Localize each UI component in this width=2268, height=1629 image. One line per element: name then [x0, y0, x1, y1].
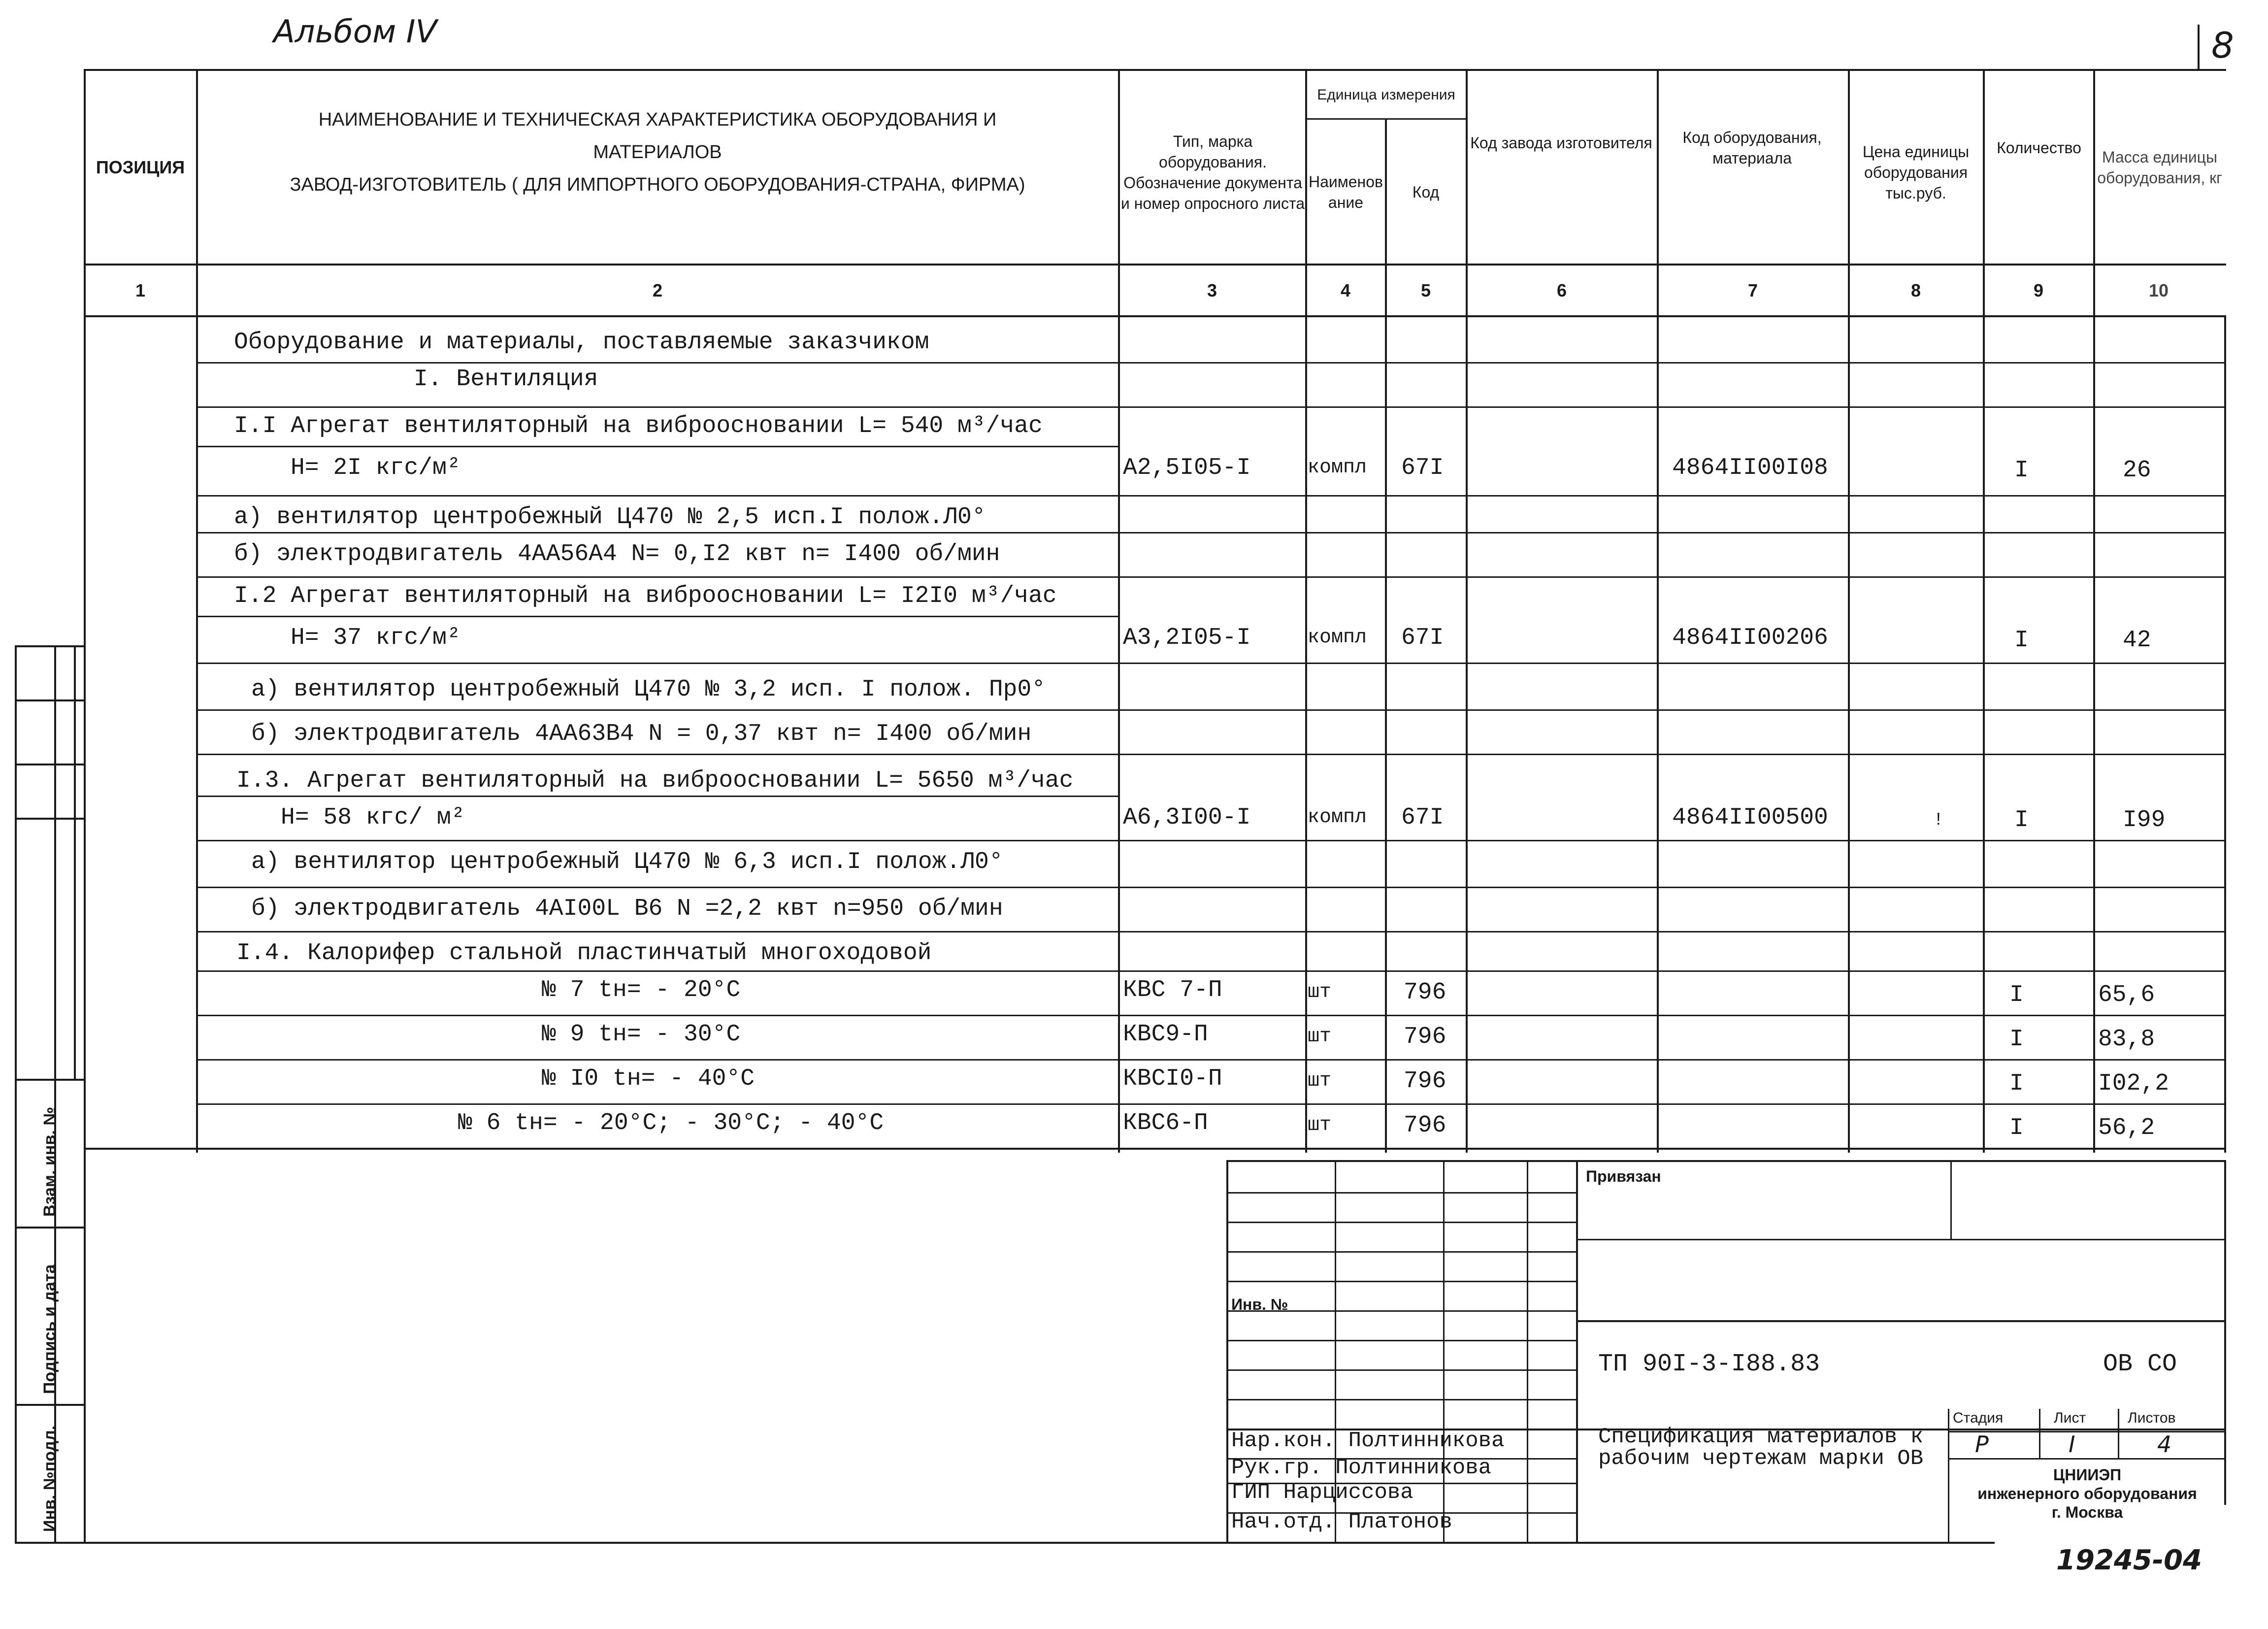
header-unit: Единица измерения	[1317, 87, 1455, 103]
row-text: I.3. Агрегат вентиляторный на виброосновании L= 5650 м³/час	[236, 767, 1074, 794]
unit-code-cell: 796	[1404, 979, 1446, 1006]
row-text: а) вентилятор центробежный Ц470 № 2,5 исп.I полож.Л0°	[234, 504, 986, 531]
unit-name-cell: компл	[1308, 806, 1367, 829]
equipment-code-cell: 4864II00206	[1672, 625, 1828, 651]
equipment-code-cell: 4864II00I08	[1672, 455, 1828, 481]
privyazan-label: Привязан	[1586, 1167, 1661, 1185]
unit-name-cell: шт	[1308, 1114, 1332, 1136]
sheets-value: 4	[2157, 1431, 2172, 1458]
doc-mark: ОВ СО	[2103, 1350, 2177, 1378]
col-number-10: 10	[2148, 280, 2169, 300]
header-equipment-code: Код оборудования, материала	[1682, 129, 1822, 167]
row-text: H= 37 кгс/м²	[291, 625, 461, 651]
row-text: б) электродвигатель 4АА63В4 N = 0,37 квт n= I400 об/мин	[251, 721, 1032, 747]
header-name-line3: ЗАВОД-ИЗГОТОВИТЕЛЬ ( ДЛЯ ИМПОРТНОГО ОБОРУДОВАНИЯ-СТРАНА, ФИРМА)	[290, 174, 1025, 195]
header-mass: Масса единицы оборудования, кг	[2097, 148, 2222, 187]
side-label-inv: Инв. №подл.	[40, 1425, 59, 1532]
album-label: Альбом IV	[273, 14, 437, 50]
mass-cell: 42	[2123, 627, 2151, 654]
unit-name-cell: компл	[1308, 457, 1367, 479]
org-line3: г. Москва	[2051, 1503, 2123, 1521]
sheet-label: Лист	[2054, 1410, 2086, 1426]
col-number-5: 5	[1420, 280, 1431, 300]
signer-line: ГИП Нарциссова	[1231, 1480, 1413, 1505]
row-text: Оборудование и материалы, поставляемые заказчиком	[234, 329, 929, 356]
col-number-9: 9	[2033, 280, 2044, 300]
header-position: ПОЗИЦИЯ	[96, 157, 185, 177]
col-number-2: 2	[652, 280, 663, 300]
price-cell: !	[1933, 810, 1944, 830]
sheet-number: 8	[2211, 25, 2234, 66]
org-line2: инженерного оборудования	[1977, 1485, 2197, 1502]
mass-cell: I99	[2123, 807, 2166, 833]
type-cell: КВСI0-П	[1123, 1065, 1222, 1092]
col-number-1: 1	[135, 280, 146, 300]
doc-title: Спецификация материалов к рабочим чертежам марки ОВ	[1598, 1425, 1924, 1471]
row-text: I.2 Агрегат вентиляторный на виброосновании L= I2I0 м³/час	[234, 583, 1057, 609]
mass-cell: 83,8	[2098, 1026, 2155, 1053]
header-unit-name: Наименование	[1308, 173, 1383, 211]
unit-name-cell: шт	[1308, 1026, 1332, 1048]
unit-code-cell: 67I	[1401, 455, 1444, 481]
mass-cell: 65,6	[2098, 982, 2155, 1008]
quantity-cell: I	[2014, 807, 2029, 833]
row-text: I. Вентиляция	[414, 366, 598, 393]
unit-code-cell: 796	[1404, 1024, 1446, 1050]
side-label-podpis: Подпись и дата	[40, 1264, 59, 1394]
unit-name-cell: компл	[1308, 627, 1367, 649]
organization	[1950, 1465, 2224, 1522]
col-number-6: 6	[1556, 280, 1567, 300]
mass-cell: 56,2	[2098, 1115, 2155, 1141]
org-line1: ЦНИИЭП	[2053, 1466, 2122, 1484]
unit-code-cell: 67I	[1401, 625, 1444, 651]
inv-no-label: Инв. №	[1231, 1296, 1288, 1313]
row-text: № 7 tн= - 20°С	[542, 977, 741, 1003]
signer-line: Нар.кон. Полтинникова	[1231, 1429, 1505, 1453]
quantity-cell: I	[2014, 457, 2029, 484]
quantity-cell: I	[2009, 1070, 2024, 1097]
header-plant-code: Код завода изготовителя	[1470, 134, 1652, 152]
sheet-value: I	[2069, 1431, 2075, 1458]
quantity-cell: I	[2009, 1115, 2024, 1141]
row-text: а) вентилятор центробежный Ц470 № 6,3 исп.I полож.Л0°	[251, 849, 1003, 875]
mass-cell: I02,2	[2098, 1070, 2169, 1097]
type-cell: A6,3I00-I	[1123, 804, 1251, 831]
type-cell: A2,5I05-I	[1123, 455, 1251, 481]
type-cell: КВС6-П	[1123, 1110, 1208, 1136]
type-cell: КВС 7-П	[1123, 977, 1222, 1003]
unit-code-cell: 796	[1404, 1112, 1446, 1139]
row-text: б) электродвигатель 4АА56А4 N= 0,I2 квт n= I400 об/мин	[234, 541, 1000, 567]
header-quantity: Количество	[1997, 139, 2081, 157]
row-text: б) электродвигатель 4АI00L В6 N =2,2 квт n=950 об/мин	[251, 896, 1003, 922]
header-name	[197, 103, 1118, 201]
sheets-label: Листов	[2128, 1410, 2176, 1426]
col-number-3: 3	[1207, 280, 1217, 300]
row-text: H= 58 кгс/ м²	[281, 804, 465, 831]
header-name-line1: НАИМЕНОВАНИЕ И ТЕХНИЧЕСКАЯ ХАРАКТЕРИСТИКА ОБОРУДОВАНИЯ И	[318, 109, 997, 130]
row-text: I.4. Калорифер стальной пластинчатый многоходовой	[236, 940, 932, 966]
col-number-8: 8	[1910, 280, 1921, 300]
unit-name-cell: шт	[1308, 981, 1332, 1003]
header-type: Тип, марка оборудования. Обозначение документа и номер опросного листа	[1120, 133, 1305, 212]
type-cell: КВС9-П	[1123, 1021, 1208, 1048]
row-text: I.I Агрегат вентиляторный на виброосновании L= 540 м³/час	[234, 413, 1043, 439]
footer-number: 19245-04	[2056, 1544, 2202, 1576]
header-unit-code: Код	[1412, 183, 1440, 201]
side-label-vzam: Взам. инв. №	[40, 1106, 59, 1217]
quantity-cell: I	[2009, 982, 2024, 1008]
row-text: H= 2I кгс/м²	[291, 455, 461, 481]
row-text: № 9 tн= - 30°С	[542, 1021, 741, 1048]
row-text: № I0 tн= - 40°С	[542, 1065, 755, 1092]
row-text: № 6 tн= - 20°С; - 30°С; - 40°С	[458, 1110, 884, 1136]
header-name-line2: МАТЕРИАЛОВ	[593, 142, 722, 163]
quantity-cell: I	[2009, 1026, 2024, 1053]
stage-label: Стадия	[1953, 1410, 2004, 1426]
col-number-4: 4	[1340, 280, 1351, 300]
stage-value: Р	[1975, 1431, 1989, 1458]
unit-code-cell: 796	[1404, 1068, 1446, 1095]
type-cell: A3,2I05-I	[1123, 625, 1251, 651]
mass-cell: 26	[2123, 457, 2151, 484]
quantity-cell: I	[2014, 627, 2029, 654]
doc-code: ТП 90I-3-I88.83	[1598, 1350, 1820, 1378]
col-number-7: 7	[1747, 280, 1758, 300]
signer-line: Рук.гр. Полтинникова	[1231, 1456, 1492, 1480]
equipment-code-cell: 4864II00500	[1672, 804, 1828, 831]
unit-name-cell: шт	[1308, 1070, 1332, 1092]
header-price: Цена единицы оборудования тыс.руб.	[1862, 143, 1970, 202]
row-text: а) вентилятор центробежный Ц470 № 3,2 исп. I полож. Пр0°	[251, 676, 1046, 703]
signer-line: Нач.отд. Платонов	[1231, 1510, 1452, 1534]
unit-code-cell: 67I	[1401, 804, 1444, 831]
